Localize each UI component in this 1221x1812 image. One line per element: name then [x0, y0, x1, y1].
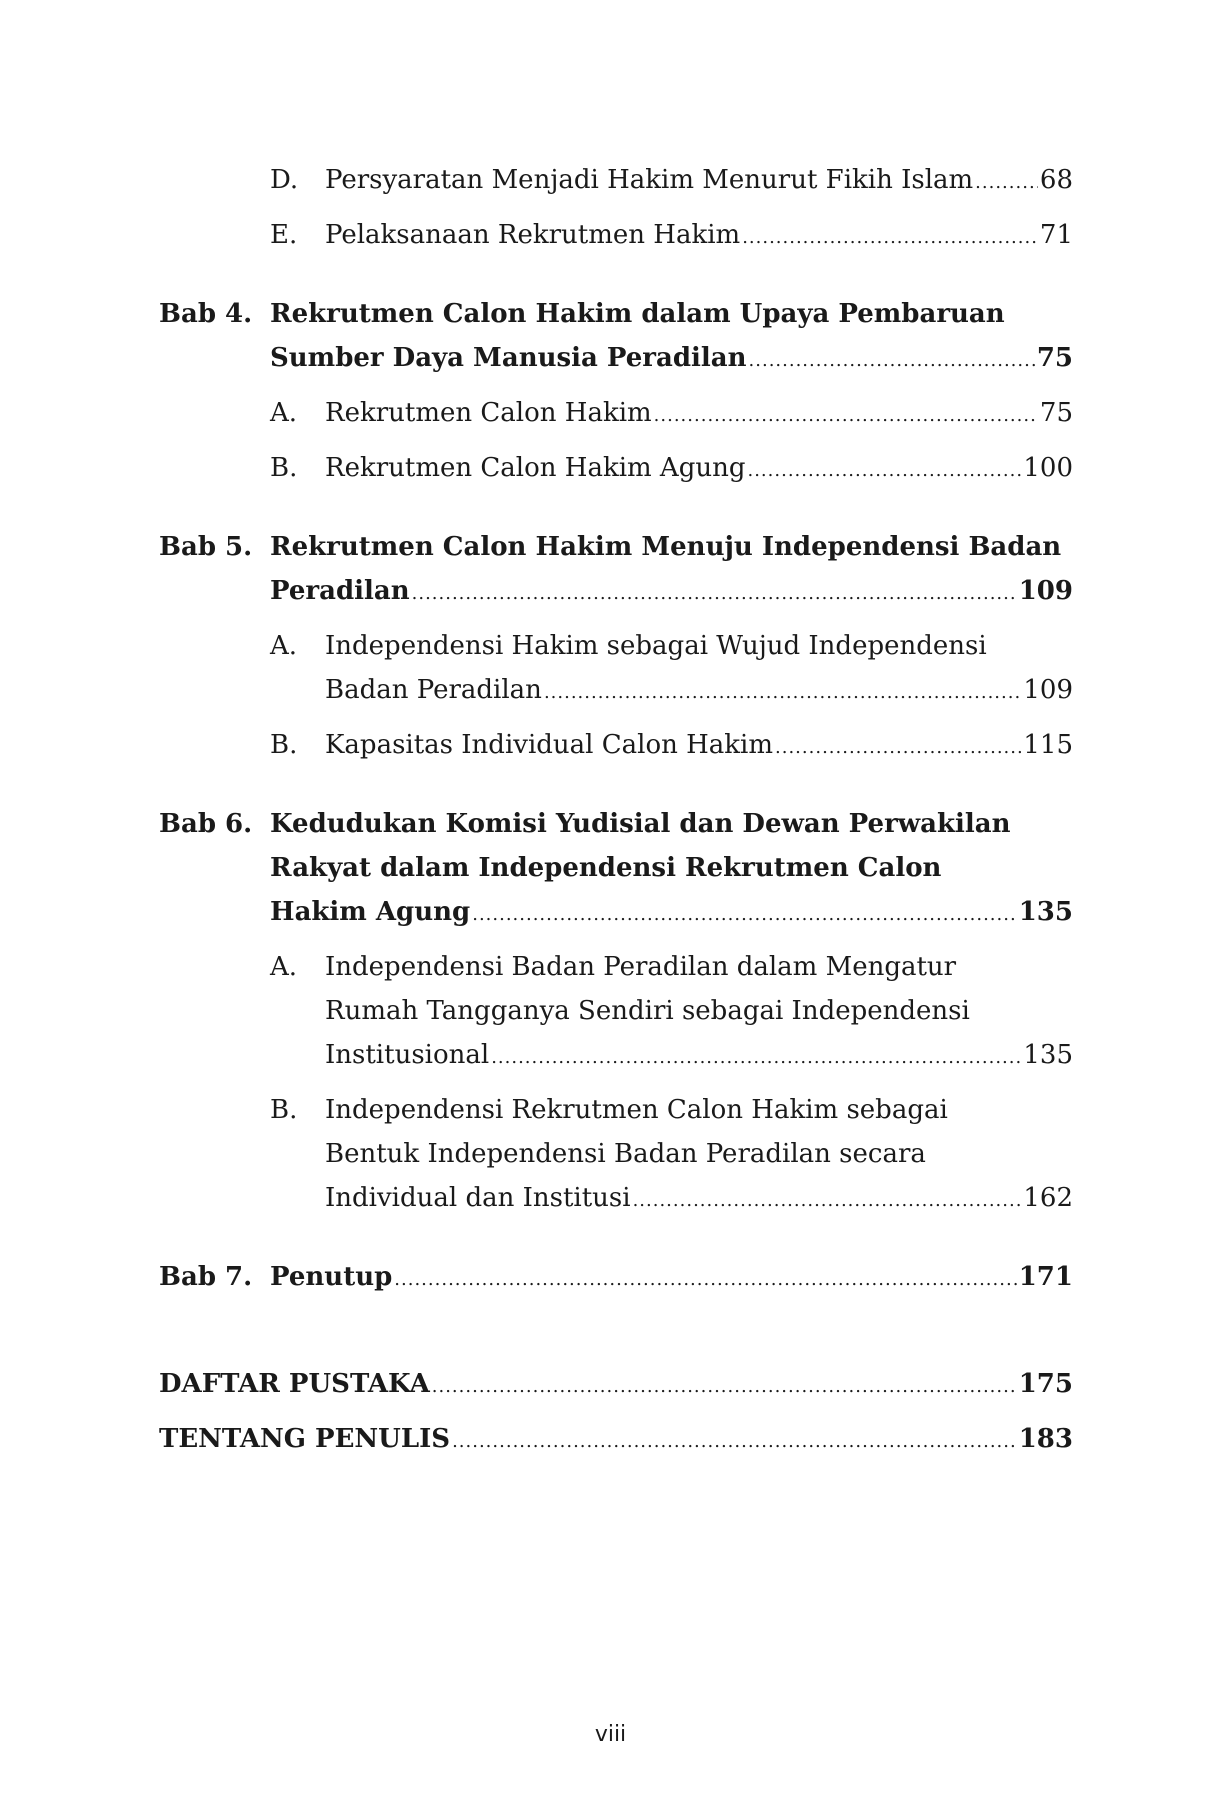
entry-title: Pelaksanaan Rekrutmen Hakim: [325, 220, 741, 250]
toc-entry-4a[interactable]: [159, 391, 1073, 438]
dot-leader: [472, 893, 1017, 937]
dot-leader: [491, 1036, 1021, 1080]
toc-entry-6b[interactable]: [159, 1088, 1073, 1223]
chapter-title-line: Kedudukan Komisi Yudisial dan Dewan Perwakilan: [270, 809, 1011, 839]
toc-daftar-pustaka[interactable]: [159, 1362, 1073, 1409]
section-title: TENTANG PENULIS: [159, 1424, 451, 1454]
page-number: 162: [1023, 1183, 1073, 1213]
toc-entry-5a[interactable]: [159, 624, 1073, 715]
chapter-label: Bab 6.: [159, 809, 253, 839]
entry-letter: B.: [270, 730, 298, 760]
page-number: 135: [1018, 897, 1073, 927]
toc-chapter-5[interactable]: [159, 525, 1073, 616]
dot-leader: [633, 1179, 1022, 1223]
entry-title-line: Badan Peradilan: [325, 675, 542, 705]
table-of-contents: [159, 158, 1073, 1464]
page-number: 109: [1018, 576, 1073, 606]
chapter-title-line: Hakim Agung: [270, 897, 471, 927]
toc-entry-d[interactable]: [159, 158, 1073, 205]
chapter-title-line: Rekrutmen Calon Hakim Menuju Independensi Badan: [270, 532, 1062, 562]
entry-letter: A.: [270, 398, 298, 428]
dot-leader: [742, 216, 1038, 260]
toc-entry-6a[interactable]: [159, 945, 1073, 1080]
entry-title: Kapasitas Individual Calon Hakim: [325, 730, 774, 760]
dot-leader: [412, 572, 1017, 616]
toc-entry-4b[interactable]: [159, 446, 1073, 493]
dot-leader: [432, 1365, 1017, 1409]
page-number: 75: [1036, 343, 1073, 373]
chapter-title-line: Sumber Daya Manusia Peradilan: [270, 343, 747, 373]
dot-leader: [544, 671, 1021, 715]
toc-entry-5b[interactable]: [159, 723, 1073, 770]
dot-leader: [394, 1258, 1016, 1302]
chapter-label: Bab 7.: [159, 1262, 253, 1292]
chapter-title-line: Rekrutmen Calon Hakim dalam Upaya Pembaruan: [270, 299, 1005, 329]
toc-chapter-6[interactable]: [159, 802, 1073, 937]
entry-title: Rekrutmen Calon Hakim Agung: [325, 453, 746, 483]
entry-title: Persyaratan Menjadi Hakim Menurut Fikih Islam: [325, 165, 974, 195]
chapter-title: Penutup: [270, 1262, 393, 1292]
page-number: 68: [1039, 165, 1073, 195]
page-number: 100: [1023, 453, 1073, 483]
chapter-title-line: Rakyat dalam Independensi Rekrutmen Calon: [270, 853, 942, 883]
toc-chapter-7[interactable]: [159, 1255, 1073, 1302]
entry-letter: A.: [270, 952, 298, 982]
page-number: 71: [1039, 220, 1073, 250]
page-number: 135: [1023, 1040, 1073, 1070]
dot-leader: [747, 449, 1021, 493]
toc-chapter-4[interactable]: [159, 292, 1073, 383]
page-number: 183: [1018, 1424, 1073, 1454]
entry-letter: B.: [270, 453, 298, 483]
entry-title-line: Rumah Tangganya Sendiri sebagai Independensi: [325, 996, 970, 1026]
entry-title: Rekrutmen Calon Hakim: [325, 398, 652, 428]
entry-title-line: Independensi Rekrutmen Calon Hakim sebagai: [325, 1095, 948, 1125]
page-number: 175: [1018, 1369, 1073, 1399]
chapter-label: Bab 5.: [159, 532, 253, 562]
page-number: 171: [1018, 1262, 1073, 1292]
entry-title-line: Individual dan Institusi: [325, 1183, 631, 1213]
page-folio: viii: [594, 1722, 627, 1747]
entry-title-line: Independensi Badan Peradilan dalam Mengatur: [325, 952, 957, 982]
dot-leader: [775, 726, 1021, 770]
page-number: 75: [1039, 398, 1073, 428]
dot-leader: [749, 339, 1035, 383]
entry-letter: E.: [270, 220, 298, 250]
chapter-label: Bab 4.: [159, 299, 253, 329]
entry-title-line: Bentuk Independensi Badan Peradilan secara: [325, 1139, 926, 1169]
toc-tentang-penulis[interactable]: [159, 1417, 1073, 1464]
entry-title-line: Institusional: [325, 1040, 490, 1070]
entry-letter: A.: [270, 631, 298, 661]
entry-letter: B.: [270, 1095, 298, 1125]
dot-leader: [975, 161, 1038, 205]
toc-entry-e[interactable]: [159, 213, 1073, 260]
entry-title-line: Independensi Hakim sebagai Wujud Independensi: [325, 631, 987, 661]
chapter-title-line: Peradilan: [270, 576, 410, 606]
page-number: 115: [1023, 730, 1073, 760]
dot-leader: [452, 1420, 1017, 1464]
entry-letter: D.: [270, 165, 299, 195]
section-title: DAFTAR PUSTAKA: [159, 1369, 430, 1399]
dot-leader: [654, 394, 1038, 438]
page-number: 109: [1023, 675, 1073, 705]
